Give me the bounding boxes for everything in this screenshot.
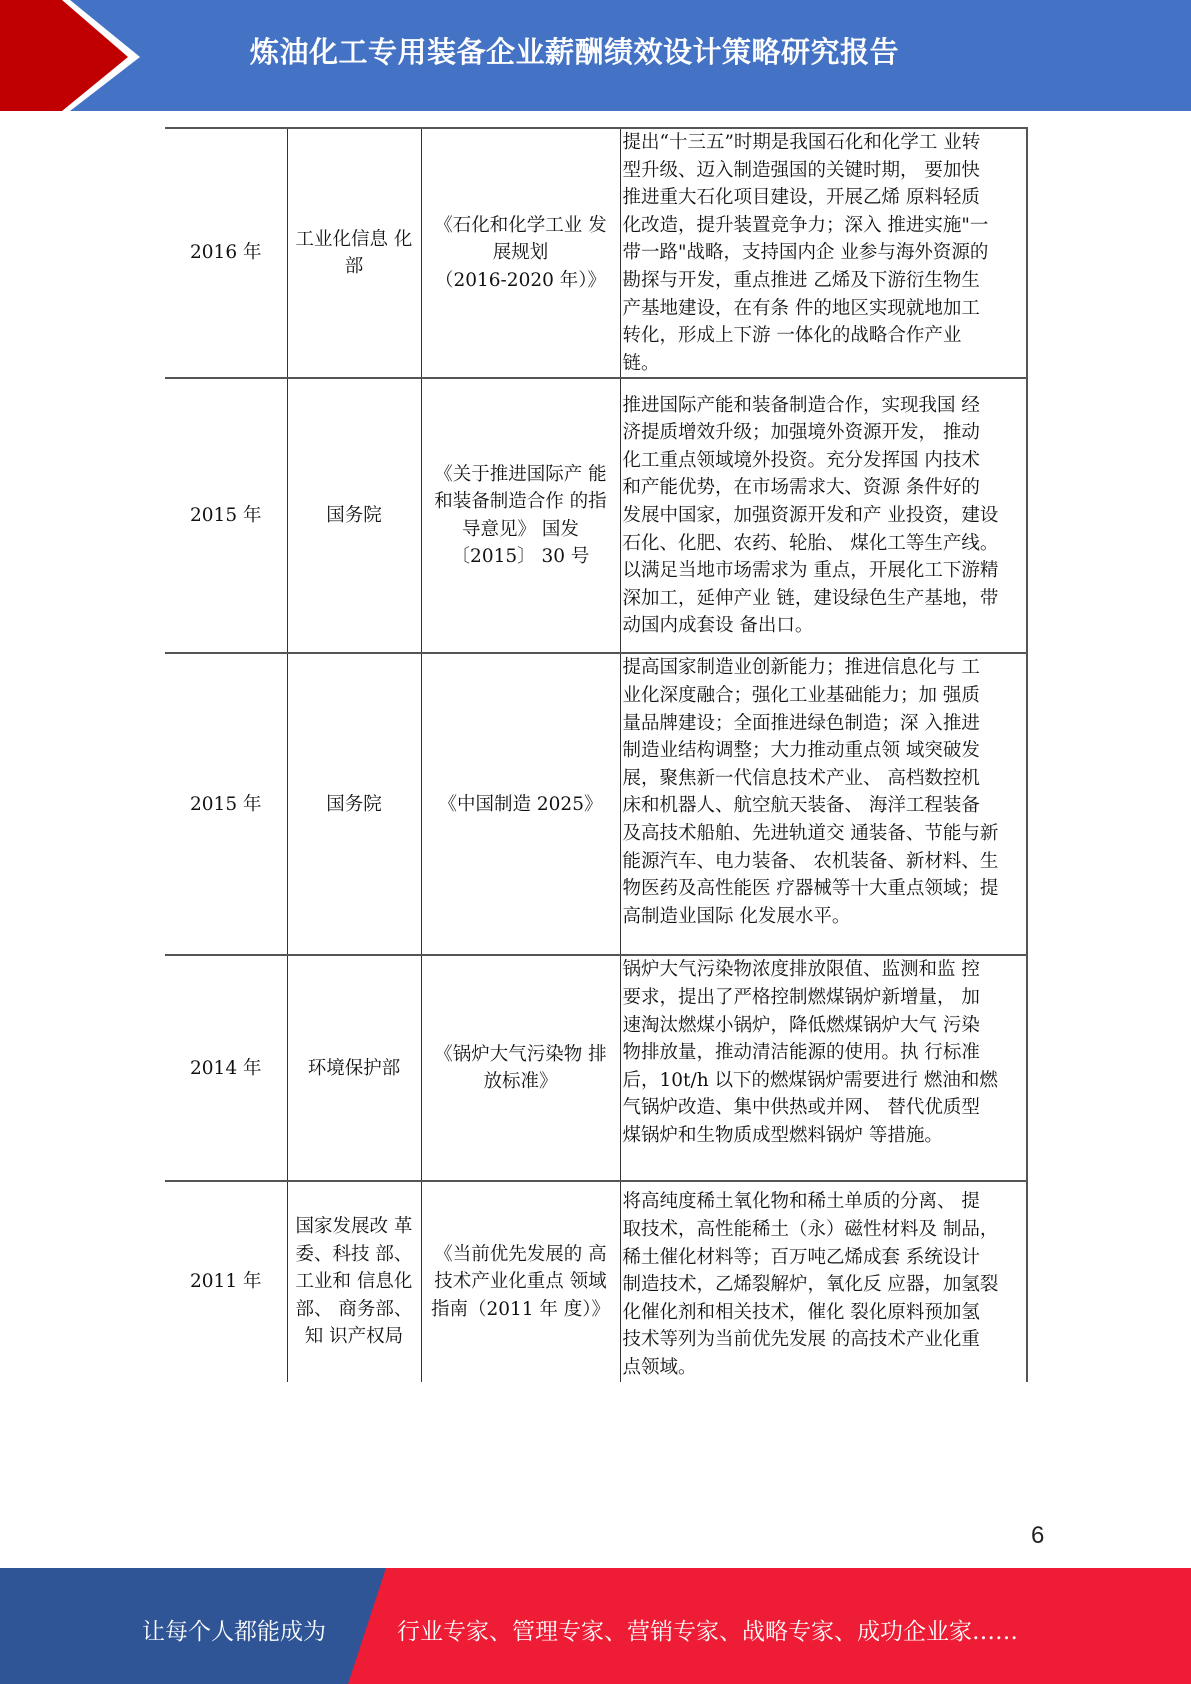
content-cell-line: 勘探与开发，重点推进 乙烯及下游衍生物生 [622,269,980,291]
content-cell-line: 速淘汰燃煤小锅炉，降低燃煤锅炉大气 污染 [622,1014,980,1036]
content-cell-line: 提出“十三五”时期是我国石化和化学工 业转 [622,132,981,153]
document-cell-line: 《石化和化学工业 发 [434,214,607,236]
department-cell [287,653,421,955]
department-cell [287,1181,421,1381]
content-cell-line: 链。 [622,352,660,374]
table-row [165,1181,1027,1381]
department-cell-line: 国家发展改 革 [295,1215,413,1237]
year-cell: 2011 年 [165,1181,287,1381]
content-cell-line: 技术等列为当前优先发展 的高技术产业化重 [622,1329,980,1351]
content-cell-line: 点领域。 [622,1356,697,1378]
year-cell: 2015 年 [165,653,287,955]
department-cell [287,128,421,378]
document-cell-line: 《中国制造 2025》 [438,793,603,815]
document-cell [421,378,620,653]
department-cell-line: 国务院 [326,793,382,815]
content-cell-line: 展，聚焦新一代信息技术产业、 高档数控机 [622,767,980,789]
content-cell-line: 煤锅炉和生物质成型燃料锅炉 等措施。 [622,1124,943,1146]
content-cell-line: 及高技术船舶、先进轨道交 通装备、节能与新 [622,822,999,844]
content-cell-line: 稀土催化材料等；百万吨乙烯成套 系统设计 [622,1246,980,1268]
content-cell [620,128,1027,378]
content-cell-line: 转化，形成上下游 一体化的战略合作产业 [622,325,962,347]
document-cell-line: 展规划 [492,242,549,264]
document-cell-line: 放标准》 [483,1071,558,1093]
content-cell-line: 取技术，高性能稀土（永）磁性材料及 制品， [622,1218,999,1240]
page-header [0,0,1191,111]
document-cell-line: 《关于推进国际产 能 [434,463,607,485]
content-cell-line: 业化深度融合；强化工业基础能力；加 强质 [622,684,980,706]
content-cell-line: 后，10t/h 以下的燃煤锅炉需要进行 燃油和燃 [622,1069,998,1091]
document-cell [421,128,620,378]
content-cell-line: 制造技术，乙烯裂解炉，氧化反 应器，加氢裂 [622,1274,999,1296]
content-cell-line: 推进国际产能和装备制造合作，实现我国 经 [622,394,980,416]
content-cell-line: 高制造业国际 化发展水平。 [622,905,851,927]
content-cell [620,955,1027,1181]
department-cell-line: 工业化信息 化 [295,228,413,250]
content-cell-line: 要求，提出了严格控制燃煤锅炉新增量， 加 [622,986,980,1008]
department-cell-line: 国务院 [326,505,382,527]
content-cell-line: 物排放量，推动清洁能源的使用。执 行标准 [622,1042,980,1064]
content-cell-line: 产基地建设，在有条 件的地区实现就地加工 [622,297,980,319]
content-cell-line: 化催化剂和相关技术，催化 裂化原料预加氢 [622,1301,980,1323]
department-cell-line: 环境保护部 [307,1057,401,1079]
content-cell-line: 锅炉大气污染物浓度排放限值、监测和监 控 [622,959,980,981]
content-cell-line: 石化、化肥、农药、轮胎、 煤化工等生产线。 [622,532,999,554]
content-cell-line: 化工重点领域境外投资。充分发挥国 内技术 [622,449,980,471]
content-cell [620,378,1027,653]
footer-slogan-left: 让每个人都能成为 [142,1619,326,1645]
content-cell-line: 型升级、迈入制造强国的关键时期， 要加快 [622,159,980,181]
content-cell-line: 提高国家制造业创新能力；推进信息化与 工 [622,657,980,679]
department-cell-line: 部、 商务部、 [295,1298,413,1320]
document-cell-line: 《当前优先发展的 高 [434,1243,607,1265]
document-cell-line: 和装备制造合作 的指 [434,491,607,513]
department-cell-line: 工业和 信息化 [295,1271,413,1293]
content-cell-line: 和产能优势，在市场需求大、资源 条件好的 [622,477,980,499]
department-cell-line: 委、科技 部、 [295,1243,413,1265]
department-cell-line: 知 识产权局 [304,1326,404,1348]
content-cell-line: 气锅炉改造、集中供热或并网、 替代优质型 [622,1097,980,1119]
document-cell-line: 《锅炉大气污染物 排 [434,1043,607,1065]
content-cell-line: 化改造，提升装置竞争力；深入 推进实施"一 [622,214,989,236]
table-row [165,653,1027,955]
document-cell [421,955,620,1181]
content-cell-line: 将高纯度稀土氧化物和稀土单质的分离、 提 [622,1191,980,1213]
content-cell-line: 量品牌建设；全面推进绿色制造；深 入推进 [622,712,980,734]
document-cell-line: （2016-2020 年）》 [434,269,607,291]
table-row [165,955,1027,1181]
content-cell-line: 制造业结构调整；大力推动重点领 域突破发 [622,740,980,762]
document-cell-line: 〔2015〕 30 号 [451,546,590,568]
document-title: 炼油化工专用装备企业薪酬绩效设计策略研究报告 [250,35,900,69]
content-cell [620,1181,1027,1381]
content-cell-line: 能源汽车、电力装备、 农机装备、新材料、生 [622,850,999,872]
document-cell [421,1181,620,1381]
document-cell [421,653,620,955]
content-cell-line: 动国内成套设 备出口。 [622,615,814,637]
content-cell [620,653,1027,955]
content-cell-line: 发展中国家，加强资源开发和产 业投资，建设 [622,505,999,527]
year-cell: 2016 年 [165,128,287,378]
year-cell: 2014 年 [165,955,287,1181]
document-cell-line: 导意见》 国发 [462,518,579,540]
department-cell [287,378,421,653]
content-cell-line: 以满足当地市场需求为 重点，开展化工下游精 [622,560,999,582]
document-cell-line: 技术产业化重点 领域 [434,1271,607,1293]
footer-slogan-right: 行业专家、管理专家、营销专家、战略专家、成功企业家…… [397,1619,1018,1645]
content-cell-line: 深加工，延伸产业 链，建设绿色生产基地，带 [622,587,999,609]
table-row [165,128,1027,378]
content-cell-line: 物医药及高性能医 疗器械等十大重点领域；提 [622,878,999,900]
policy-table [165,127,1028,1382]
page-number: 6 [1031,1522,1045,1549]
content-cell-line: 济提质增效升级；加强境外资源开发， 推动 [622,422,980,444]
year-cell: 2015 年 [165,378,287,653]
department-cell-line: 部 [344,256,364,278]
content-cell-line: 推进重大石化项目建设，开展乙烯 原料轻质 [622,187,980,209]
table-row [165,378,1027,653]
content-cell-line: 床和机器人、航空航天装备、 海洋工程装备 [622,795,980,817]
content-cell-line: 带一路"战略，支持国内企 业参与海外资源的 [622,242,989,264]
document-cell-line: 指南（2011 年 度）》 [430,1298,611,1320]
department-cell [287,955,421,1181]
